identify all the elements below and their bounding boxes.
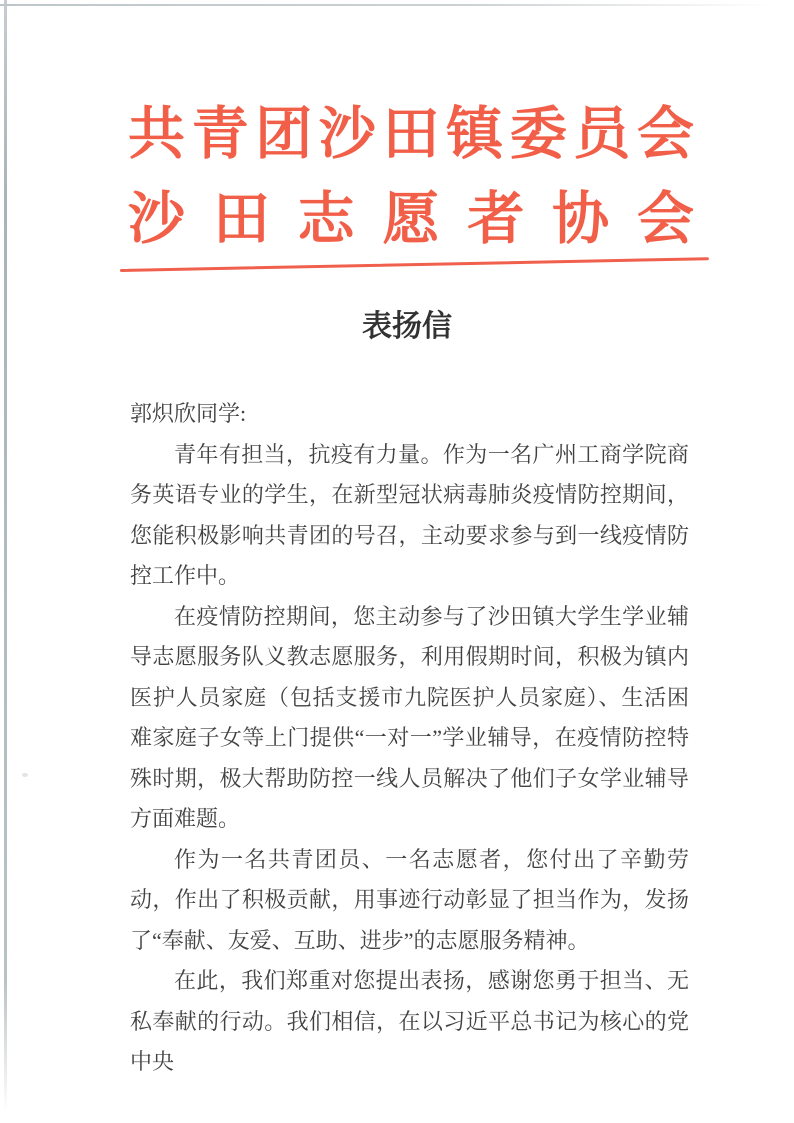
scan-top-edge-artifact xyxy=(0,4,782,6)
letterhead-org-line2: 沙 田 志 愿 者 协 会 xyxy=(128,188,694,251)
letter-paragraph: 在此，我们郑重对您提出表扬，感谢您勇于担当、无私奉献的行动。我们相信，在以习近平总书记为核心的党中央 xyxy=(130,968,689,1074)
scan-left-edge-artifact xyxy=(4,0,7,1112)
letter-title: 表扬信 xyxy=(362,310,452,343)
letterhead-org-line1: 共 青 团 沙 田 镇 委 员 会 xyxy=(128,103,694,166)
scan-smudge-mark xyxy=(22,773,28,777)
letter-paragraph: 在疫情防控期间，您主动参与了沙田镇大学生学业辅导志愿服务队义教志愿服务，利用假期时间，积极为镇内医护人员家庭（包括支援市九院医护人员家庭）、生活困难家庭子女等上门提供“一对一”学业辅导，在疫情防控特殊时期，极大帮助防控一线人员解决了他们子女学业辅导方面难题。 xyxy=(130,603,689,831)
letter-body xyxy=(130,394,689,1083)
salutation: 郭炽欣同学: xyxy=(130,401,247,426)
letter-paragraph: 青年有担当，抗疫有力量。作为一名广州工商学院商务英语专业的学生，在新型冠状病毒肺炎疫情防控期间，您能积极影响共青团的号召，主动要求参与到一线疫情防控工作中。 xyxy=(130,441,689,588)
letter-paragraph: 作为一名共青团员、一名志愿者，您付出了辛勤劳动，作出了积极贡献，用事迹行动彰显了担当作为，发扬了“奉献、友爱、互助、进步”的志愿服务精神。 xyxy=(130,846,689,953)
letterhead-rule xyxy=(120,257,709,272)
